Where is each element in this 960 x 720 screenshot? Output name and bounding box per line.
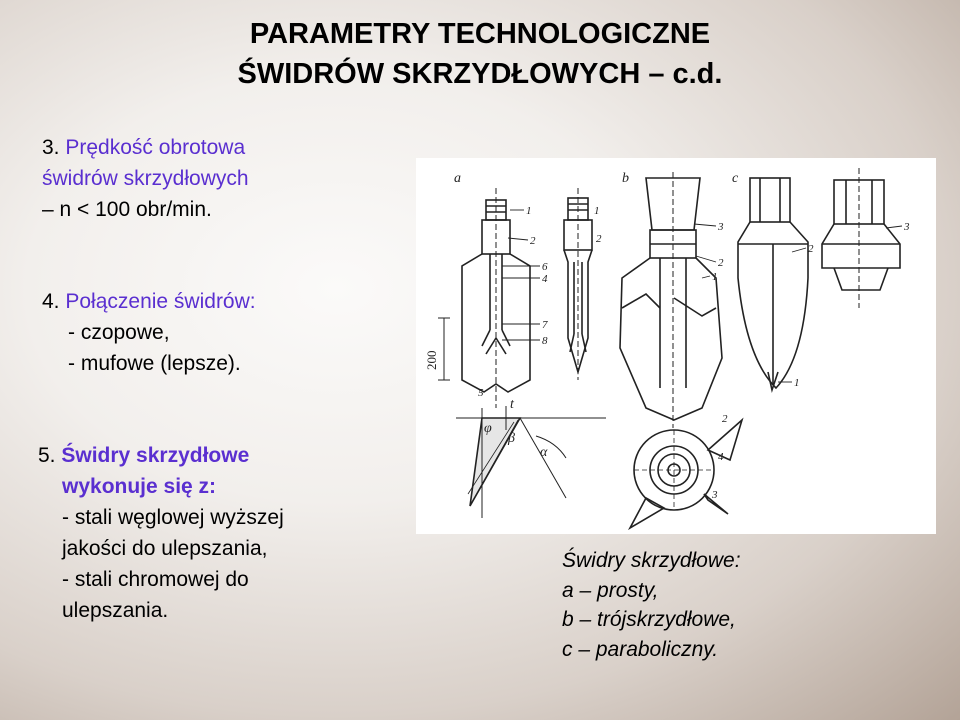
num-1-b: 1: [712, 271, 718, 283]
num-1-c: 1: [794, 377, 800, 389]
drill-bit-a2-drawing: [564, 188, 592, 380]
section-4-heading: Połączenie świdrów:: [65, 290, 256, 313]
drill-bit-c-drawing: [738, 168, 900, 390]
dimension-line: [438, 318, 450, 380]
section-3-heading-1: Prędkość obrotowa: [65, 136, 246, 159]
section-4-number: 4.: [42, 290, 60, 313]
section-5-line-4: ulepszania.: [62, 599, 169, 622]
section-4: [42, 286, 256, 379]
drill-bit-b-drawing: [620, 172, 722, 428]
section-3: [42, 132, 249, 225]
caption-item-c: c – paraboliczny.: [562, 637, 719, 661]
num-2-c: 2: [808, 243, 814, 255]
section-5-line-2: jakości do ulepszania,: [62, 537, 268, 560]
drill-bits-drawing: [416, 158, 936, 534]
label-a: a: [454, 171, 461, 186]
num-3-section: 3: [712, 489, 718, 501]
section-3-number: 3.: [42, 136, 60, 159]
num-2-a: 2: [530, 235, 536, 247]
num-3-c: 3: [904, 221, 910, 233]
dimension-label: 200: [424, 350, 439, 370]
section-5: [38, 440, 284, 626]
num-4-a: 4: [542, 273, 548, 285]
page-title: [160, 14, 800, 94]
num-5-a: 5: [478, 387, 484, 399]
title-line-2: ŚWIDRÓW SKRZYDŁOWYCH – c.d.: [237, 58, 723, 90]
section-3-heading-2: świdrów skrzydłowych: [42, 167, 249, 190]
drill-bit-a-drawing: [462, 188, 530, 408]
section-4-item-1: - czopowe,: [68, 321, 170, 344]
drill-bits-figure: [416, 158, 936, 534]
section-5-line-3: - stali chromowej do: [62, 568, 249, 591]
num-2-section: 2: [722, 413, 728, 425]
num-8-a: 8: [542, 335, 548, 347]
section-4-item-2: - mufowe (lepsze).: [68, 352, 241, 375]
num-1-a2: 1: [594, 205, 600, 217]
num-7-a: 7: [542, 319, 548, 331]
figure-labels: [454, 171, 910, 501]
label-b: b: [622, 171, 629, 186]
num-1-a: 1: [526, 205, 532, 217]
figure-caption: [562, 546, 741, 664]
caption-title: Świdry skrzydłowe:: [562, 549, 741, 572]
cutting-edge-profile: [456, 406, 606, 518]
section-5-line-1: - stali węglowej wyższej: [62, 506, 284, 529]
label-c: c: [732, 171, 739, 186]
section-5-number: 5.: [38, 444, 56, 467]
section-5-heading-1: Świdry skrzydłowe: [61, 444, 250, 467]
label-beta: β: [508, 431, 515, 446]
label-alpha: α: [540, 445, 548, 460]
section-5-heading-2: wykonuje się z:: [62, 475, 217, 498]
title-line-1: PARAMETRY TECHNOLOGICZNE: [249, 18, 711, 50]
caption-item-a: a – prosty,: [562, 578, 659, 602]
leader-lines: [502, 210, 902, 382]
num-2-a2: 2: [596, 233, 602, 245]
num-3-b: 3: [718, 221, 724, 233]
caption-item-b: b – trójskrzydłowe,: [562, 608, 736, 631]
label-phi: φ: [484, 421, 492, 436]
num-4-section: 4: [718, 451, 724, 463]
bit-cross-section: [630, 420, 742, 528]
num-2-b: 2: [718, 257, 724, 269]
num-6-a: 6: [542, 261, 548, 273]
section-3-text: – n < 100 obr/min.: [42, 198, 212, 221]
label-t: t: [510, 397, 514, 412]
